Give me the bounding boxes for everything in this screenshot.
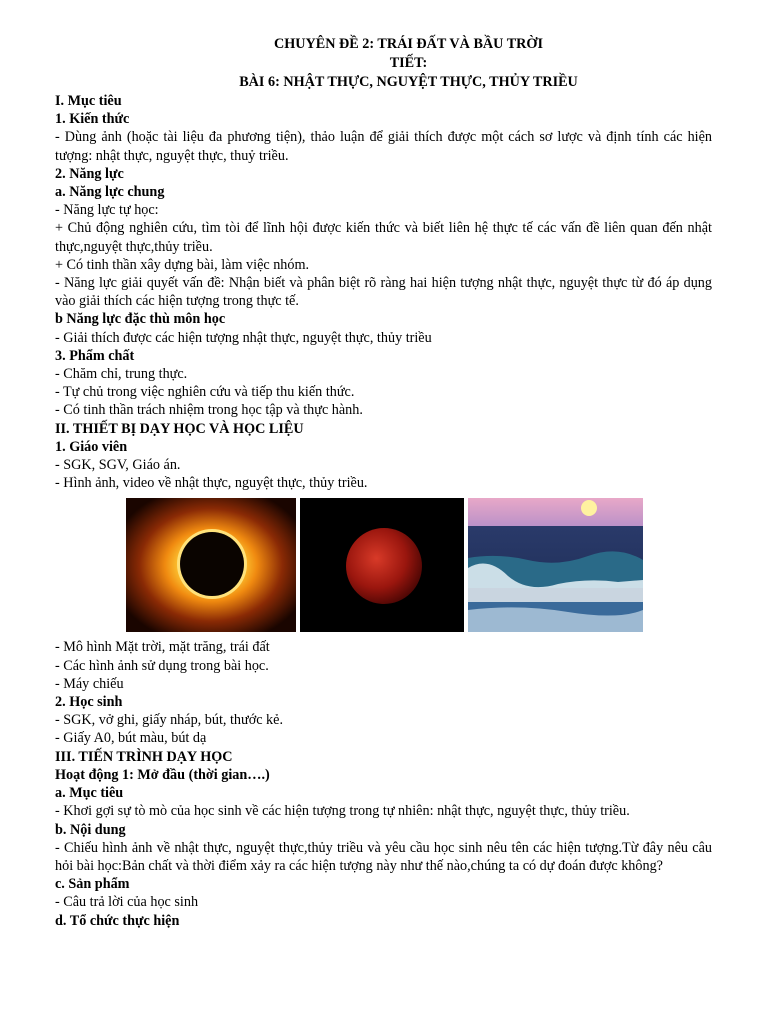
subheading-goal: a. Mục tiêu — [55, 785, 124, 802]
paragraph: + Có tinh thần xây dựng bài, làm việc nhóm. — [55, 256, 310, 273]
paragraph: + Chủ động nghiên cứu, tìm tòi để lĩnh hội được kiến thức và biết liên hệ thực tế các vấn đề liên quan đến nhật thực,nguyệt thực,thủy triều. — [55, 220, 712, 255]
period-label: TIẾT: — [389, 55, 428, 71]
subheading-general-competence: a. Năng lực chung — [55, 184, 165, 201]
section-heading-process: III. TIẾN TRÌNH DẠY HỌC — [55, 748, 233, 765]
subheading-organization: d. Tổ chức thực hiện — [55, 912, 180, 929]
paragraph: - Dùng ảnh (hoặc tài liệu đa phương tiện), thảo luận để giải thích được một cách sơ lược và định tính các hiện tượng: nhật thực, nguyệt thực, thuỷ triều. — [55, 129, 712, 164]
section-heading-objectives: I. Mục tiêu — [55, 93, 122, 109]
tide-image — [468, 498, 643, 632]
section-heading-equipment: II. THIẾT BỊ DẠY HỌC VÀ HỌC LIỆU — [55, 420, 304, 437]
paragraph: - Mô hình Mặt trời, mặt trăng, trái đất — [55, 639, 270, 656]
paragraph: - Hình ảnh, video về nhật thực, nguyệt thực, thủy triều. — [55, 475, 368, 492]
subheading-teacher: 1. Giáo viên — [55, 438, 128, 455]
phenomena-images — [126, 498, 712, 632]
subheading-knowledge: 1. Kiến thức — [55, 111, 130, 128]
topic-title: CHUYÊN ĐỀ 2: TRÁI ĐẤT VÀ BẦU TRỜI — [274, 36, 543, 52]
subheading-competence: 2. Năng lực — [55, 165, 124, 182]
paragraph: - Chiếu hình ảnh về nhật thực, nguyệt thực,thủy triều và yêu cầu học sinh nêu tên các hiện tượng.Từ đây nêu câu hỏi bài học:Bản chất và thời điểm xảy ra các hiện tượng này như thế nào,chúng ta có dự đoán được không? — [55, 839, 712, 874]
activity-heading: Hoạt động 1: Mở đầu (thời gian….) — [55, 766, 270, 783]
subheading-students: 2. Học sinh — [55, 694, 123, 711]
paragraph: - Câu trả lời của học sinh — [55, 894, 199, 911]
solar-eclipse-image — [126, 498, 296, 632]
paragraph: - Năng lực giải quyết vấn đề: Nhận biết và phân biệt rõ ràng hai hiện tượng nhật thực, nguyệt thực từ đó áp dụng vào giải thích các hiện tượng trong thực tế. — [55, 275, 712, 310]
lunar-eclipse-image — [300, 498, 464, 632]
paragraph: - Khơi gợi sự tò mò của học sinh về các hiện tượng trong tự nhiên: nhật thực, nguyệt thực, thủy triều. — [55, 803, 630, 820]
paragraph: - Giải thích được các hiện tượng nhật thực, nguyệt thực, thủy triều — [55, 329, 432, 346]
document-body — [55, 35, 712, 930]
paragraph: - Năng lực tự học: — [55, 202, 159, 219]
paragraph: - Các hình ảnh sử dụng trong bài học. — [55, 657, 269, 674]
paragraph: - Chăm chỉ, trung thực. — [55, 366, 188, 383]
document-header — [55, 35, 712, 92]
paragraph: - SGK, SGV, Giáo án. — [55, 457, 181, 474]
lesson-title: BÀI 6: NHẬT THỰC, NGUYỆT THỰC, THỦY TRIỀU — [239, 74, 578, 90]
paragraph: - SGK, vở ghi, giấy nháp, bút, thước kẻ. — [55, 712, 283, 729]
paragraph: - Tự chủ trong việc nghiên cứu và tiếp thu kiến thức. — [55, 384, 355, 401]
subheading-product: c. Sản phẩm — [55, 876, 130, 893]
paragraph: - Có tinh thần trách nhiệm trong học tập và thực hành. — [55, 402, 363, 419]
subheading-qualities: 3. Phẩm chất — [55, 347, 135, 364]
subheading-content: b. Nội dung — [55, 821, 126, 838]
paragraph: - Giấy A0, bút màu, bút dạ — [55, 730, 207, 747]
subheading-specific-competence: b Năng lực đặc thù môn học — [55, 311, 226, 328]
paragraph: - Máy chiếu — [55, 675, 124, 692]
